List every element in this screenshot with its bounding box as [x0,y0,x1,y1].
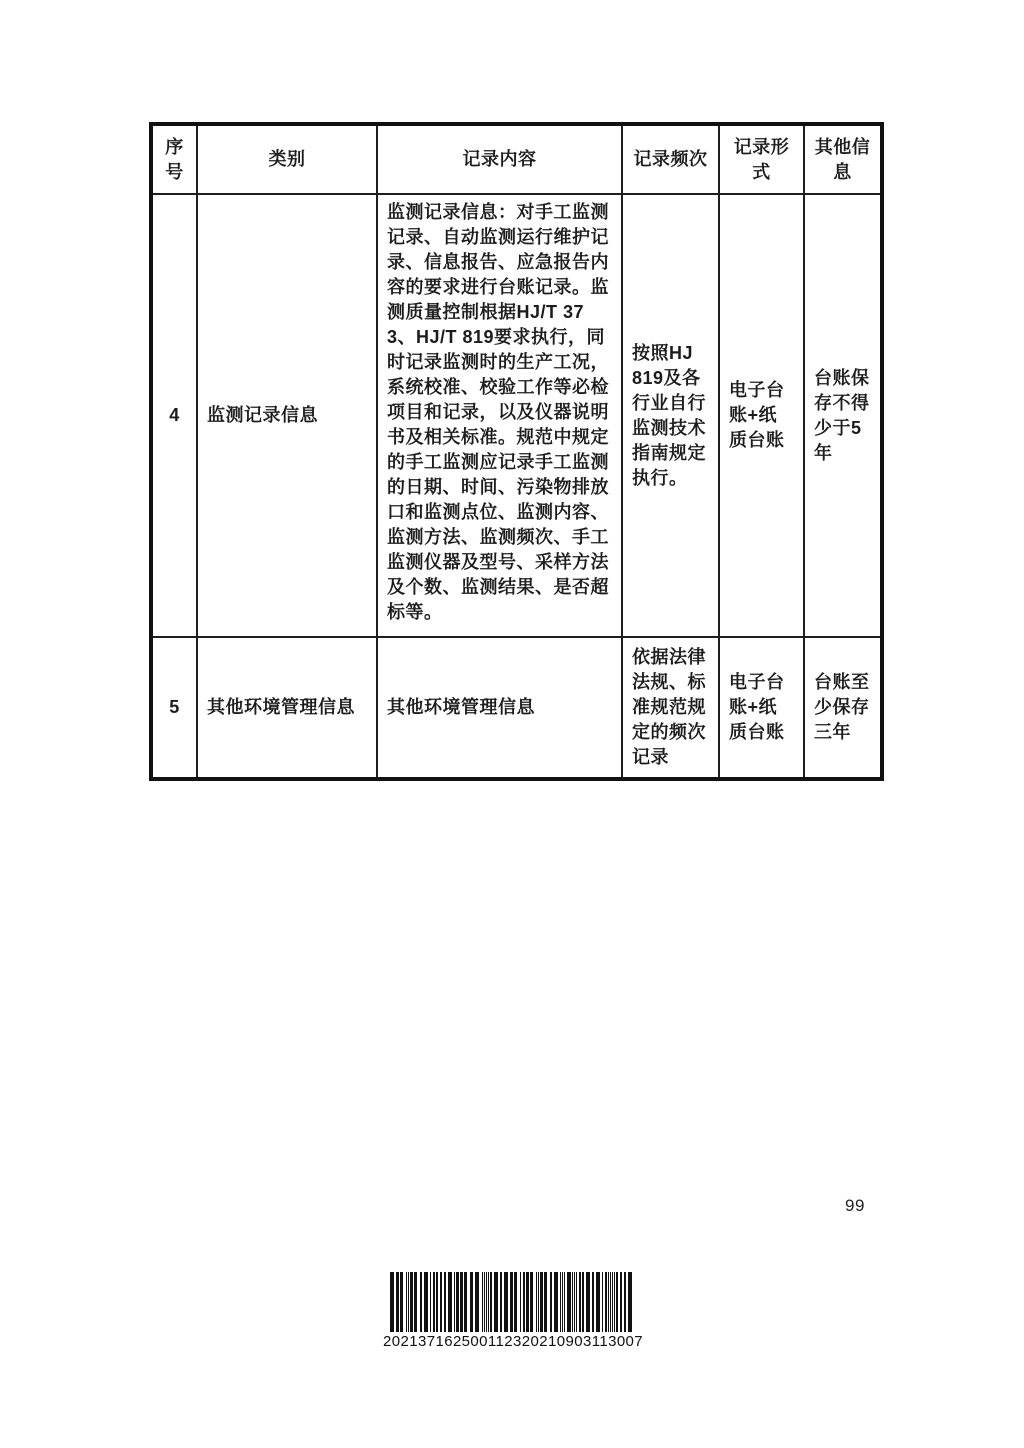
table-header-row [151,124,882,194]
page-number: 99 [845,1196,865,1215]
cell-no: 4 [151,194,197,637]
table-row [151,194,882,637]
cell-frequency: 依据法律法规、标准规范规定的频次记录 [622,637,719,779]
header-cell-category: 类别 [197,124,377,194]
barcode [383,1272,644,1350]
cell-other: 台账保存不得少于5年 [804,194,882,637]
cell-form: 电子台账+纸质台账 [719,194,804,637]
cell-frequency: 按照HJ 819及各行业自行监测技术指南规定执行。 [622,194,719,637]
cell-category: 监测记录信息 [197,194,377,637]
barcode-digits: 202137162500112320210903113007 [383,1333,644,1350]
records-table [149,122,884,781]
header-cell-no: 序号 [151,124,197,194]
cell-category: 其他环境管理信息 [197,637,377,779]
cell-other: 台账至少保存三年 [804,637,882,779]
header-cell-frequency: 记录频次 [622,124,719,194]
header-cell-other: 其他信息 [804,124,882,194]
cell-content: 其他环境管理信息 [377,637,622,779]
cell-no: 5 [151,637,197,779]
barcode-bars-icon [383,1272,639,1332]
cell-content: 监测记录信息：对手工监测记录、自动监测运行维护记录、信息报告、应急报告内容的要求进行台账记录。监测质量控制根据HJ/T 373、HJ/T 819要求执行，同时记录监测时的生产工况，系统校准、校验工作等必检项目和记录，以及仪器说明书及相关标准。规范中规定的手工监测应记录手工监测的日期、时间、污染物排放口和监测点位、监测内容、监测方法、监测频次、手工监测仪器及型号、采样方法及个数、监测结果、是否超标等。 [377,194,622,637]
header-cell-form: 记录形式 [719,124,804,194]
cell-form: 电子台账+纸质台账 [719,637,804,779]
header-cell-content: 记录内容 [377,124,622,194]
table-row [151,637,882,779]
